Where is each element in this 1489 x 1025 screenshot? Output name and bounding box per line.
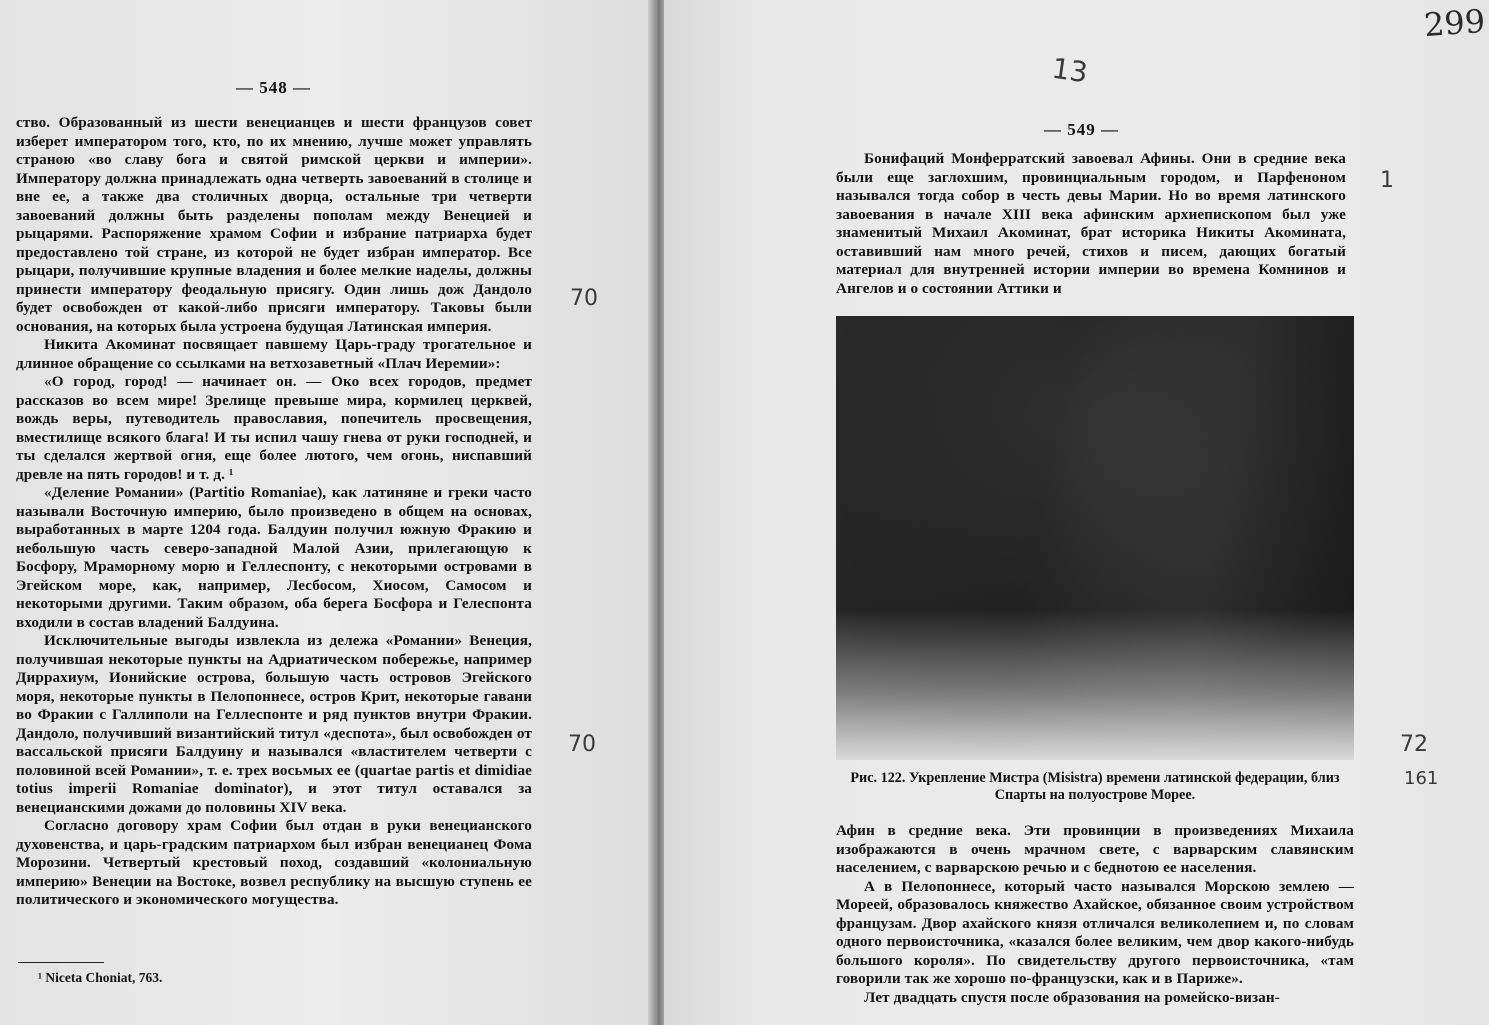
page-number-right: — 549 —: [1044, 120, 1119, 139]
left-text-column: [16, 114, 532, 910]
margin-note: 13: [1049, 51, 1090, 90]
paragraph: Бонифаций Монферратский завоевал Афины. Они в средние века были еще заглохшим, провинциальным городом, и Парфеноном назывался тогда собор в честь девы Марии. Но во время латинского завоевания в начале XIII века афинским архиепископом был уже знаменитый Михаил Акоминат, брат историка Никиты Акомината, оставивший нам много речей, стихов и писем, дающих богатый материал для внутренней истории империи во времена Комнинов и Ангелов и о состоянии Аттики и: [836, 150, 1346, 297]
footnote: ¹ Niceta Choniat, 763.: [38, 970, 163, 985]
left-page: [0, 0, 652, 1025]
archive-number: 299: [1422, 1, 1487, 45]
page-number-left: — 548 —: [236, 78, 311, 97]
paragraph: Никита Акоминат посвящает павшему Царь-граду трогательное и длинное обращение со ссылками на ветхозаветный «Плач Иеремии»:: [16, 336, 532, 372]
paragraph: «Деление Романии» (Partitio Romaniae), как латиняне и греки часто называли Восточную империю, было произведено в общем на основах, выработанных в марте 1204 года. Балдуин получил южную Фракию и небольшую часть северо-западной Малой Азии, прилегающую к Босфору, Мраморному морю и Геллеспонту, с некоторыми островами в Эгейском море, как, например, Лесбосом, Хиосом, Самосом и некоторыми другими. Таким образом, оба берега Босфора и Гелеспонта входили в состав владений Балдуина.: [16, 484, 532, 631]
figure-fade: [836, 610, 1354, 760]
margin-note: 1: [1380, 168, 1394, 193]
paragraph: Согласно договору храм Софии был отдан в руки венецианского духовенства, и царь-градским патриархом был избран венецианец Фома Морозини. Четвертый крестовый поход, создавший «колониальную империю» Венеции на Востоке, возвел республику на высшую ступень ее политического и экономического могущества.: [16, 817, 532, 908]
paragraph: Афин в средние века. Эти провинции в произведениях Михаила изображаются в очень мрачном свете, с варварским славянским населением, с варварскою речью и с беднотою ее населения.: [836, 822, 1354, 876]
paragraph: ство. Образованный из шести венецианцев и шести французов совет изберет императором того, кто, по их мнению, лучше может управлять страною «во славу бога и святой римской церкви и империи». Императору должна принадлежать одна четверть завоеваний в столице и вне ее, а также два столичных дворца, остальные три четверти завоеваний должны быть разделены пополам между Венецией и рыцарями. Распоряжение храмом Софии и избрание патриарха будет предоставлено той стране, из которой не будет избран император. Все рыцари, получившие крупные владения и более мелкие наделы, должны принести императору феодальную присягу. Один лишь дож Дандоло будет освобожден от какой-либо присяги императору. Таковы были основания, на которых была устроена будущая Латинская империя.: [16, 114, 532, 335]
paragraph: Исключительные выгоды извлекла из дележа «Романии» Венеция, получившая некоторые пункты на Адриатическом побережье, например Диррахиум, Ионийские острова, большую часть островов Эгейского моря, некоторые пункты в Пелопоннесе, остров Крит, некоторые гавани во Фракии с Галлиполи на Геллеспонте и ряд пунктов внутри Фракии. Дандоло, получивший византийский титул «деспота», был освобожден от вассальской присяги Балдуину и назывался «властителем четверти с половиной всей Романии», т. е. трех восьмых ее (quartae partis et dimidiae totius imperii Romaniae dominator), и этот титул оставался за венецианскими дожами до половины XIV века.: [16, 632, 532, 816]
right-text-top: [836, 150, 1346, 298]
paragraph: «О город, город! — начинает он. — Око всех городов, предмет рассказов во всем мире! Зрелище превыше мира, кормилец церквей, вождь веры, путеводитель православия, попечитель просвещения, вместилище всякого блага! И ты испил чашу гнева от руки господней, и ты сделался жертвой огня, еще более лютого, чем огонь, ниспавший древле на пять городов! и т. д. ¹: [16, 373, 532, 483]
footnote-rule: [18, 962, 104, 963]
margin-note: 70: [568, 732, 596, 757]
right-text-bottom: [836, 822, 1354, 1007]
margin-note: 161: [1404, 768, 1439, 789]
margin-note: 72: [1400, 732, 1428, 757]
figure-mistra-fortress: [836, 316, 1354, 760]
paragraph: Лет двадцать спустя после образования на ромейско-визан-: [864, 988, 1280, 1006]
figure-caption: Рис. 122. Укрепление Мистра (Misistra) времени латинской федерации, близ Спарты на полуострове Морее.: [850, 770, 1340, 803]
margin-note: 70: [570, 286, 598, 311]
paragraph: А в Пелопоннесе, который часто назывался Морскою землею — Мореей, образовалось княжество Ахайское, обязанное своим устройством французам. Двор ахайского князя отличался великолепием и, по словам одного первоисточника, «казался более великим, чем двор какого-нибудь большого короля». По свидетельству другого первоисточника, «там говорили так же хорошо по-французски, как и в Париже».: [836, 877, 1354, 987]
